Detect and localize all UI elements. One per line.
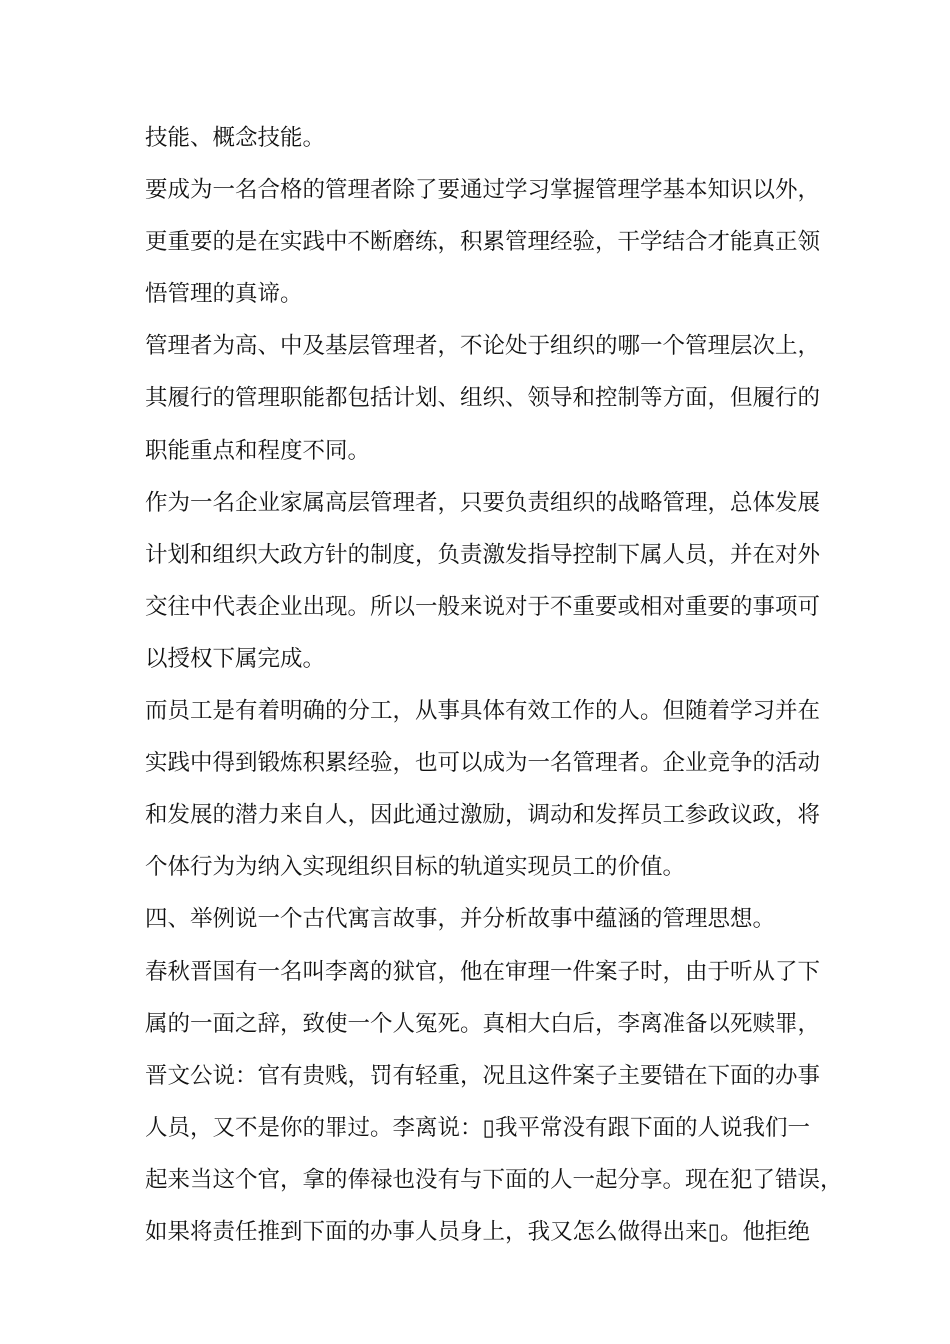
text-line: 如果将责任推到下面的办事人员身上，我又怎么做得出来▯。他拒绝 [145, 1218, 810, 1245]
text-line: 起来当这个官，拿的俸禄也没有与下面的人一起分享。现在犯了错误， [145, 1166, 843, 1193]
text-line: 人员，又不是你的罪过。李离说：▯我平常没有跟下面的人说我们一 [145, 1114, 810, 1141]
text-line: 交往中代表企业出现。所以一般来说对于不重要或相对重要的事项可 [145, 593, 821, 620]
text-line: 管理者为高、中及基层管理者，不论处于组织的哪一个管理层次上， [145, 333, 821, 360]
text-line: 要成为一名合格的管理者除了要通过学习掌握管理学基本知识以外， [145, 177, 821, 204]
section-heading: 四、举例说一个古代寓言故事，并分析故事中蕴涵的管理思想。 [145, 906, 776, 933]
text-line: 其履行的管理职能都包括计划、组织、领导和控制等方面，但履行的 [145, 385, 821, 412]
text-line: 和发展的潜力来自人，因此通过激励，调动和发挥员工参政议政，将 [145, 802, 821, 829]
text-line: 以授权下属完成。 [145, 645, 326, 672]
text-line: 晋文公说：官有贵贱，罚有轻重，况且这件案子主要错在下面的办事 [145, 1062, 821, 1089]
text-line: 春秋晋国有一名叫李离的狱官，他在审理一件案子时，由于听从了下 [145, 958, 821, 985]
text-line: 而员工是有着明确的分工，从事具体有效工作的人。但随着学习并在 [145, 698, 821, 725]
text-line: 实践中得到锻炼积累经验，也可以成为一名管理者。企业竞争的活动 [145, 750, 821, 777]
text-line: 职能重点和程度不同。 [145, 437, 371, 464]
text-line: 作为一名企业家属高层管理者，只要负责组织的战略管理，总体发展 [145, 489, 821, 516]
text-line: 技能、概念技能。 [145, 125, 326, 151]
text-line: 计划和组织大政方针的制度，负责激发指导控制下属人员，并在对外 [145, 541, 821, 568]
text-line: 个体行为为纳入实现组织目标的轨道实现员工的价值。 [145, 854, 686, 881]
text-line: 更重要的是在实践中不断磨练，积累管理经验，干学结合才能真正领 [145, 229, 821, 256]
text-line: 属的一面之辞，致使一个人冤死。真相大白后，李离准备以死赎罪， [145, 1010, 821, 1037]
body-text [145, 112, 843, 1258]
text-line: 悟管理的真谛。 [145, 281, 303, 308]
